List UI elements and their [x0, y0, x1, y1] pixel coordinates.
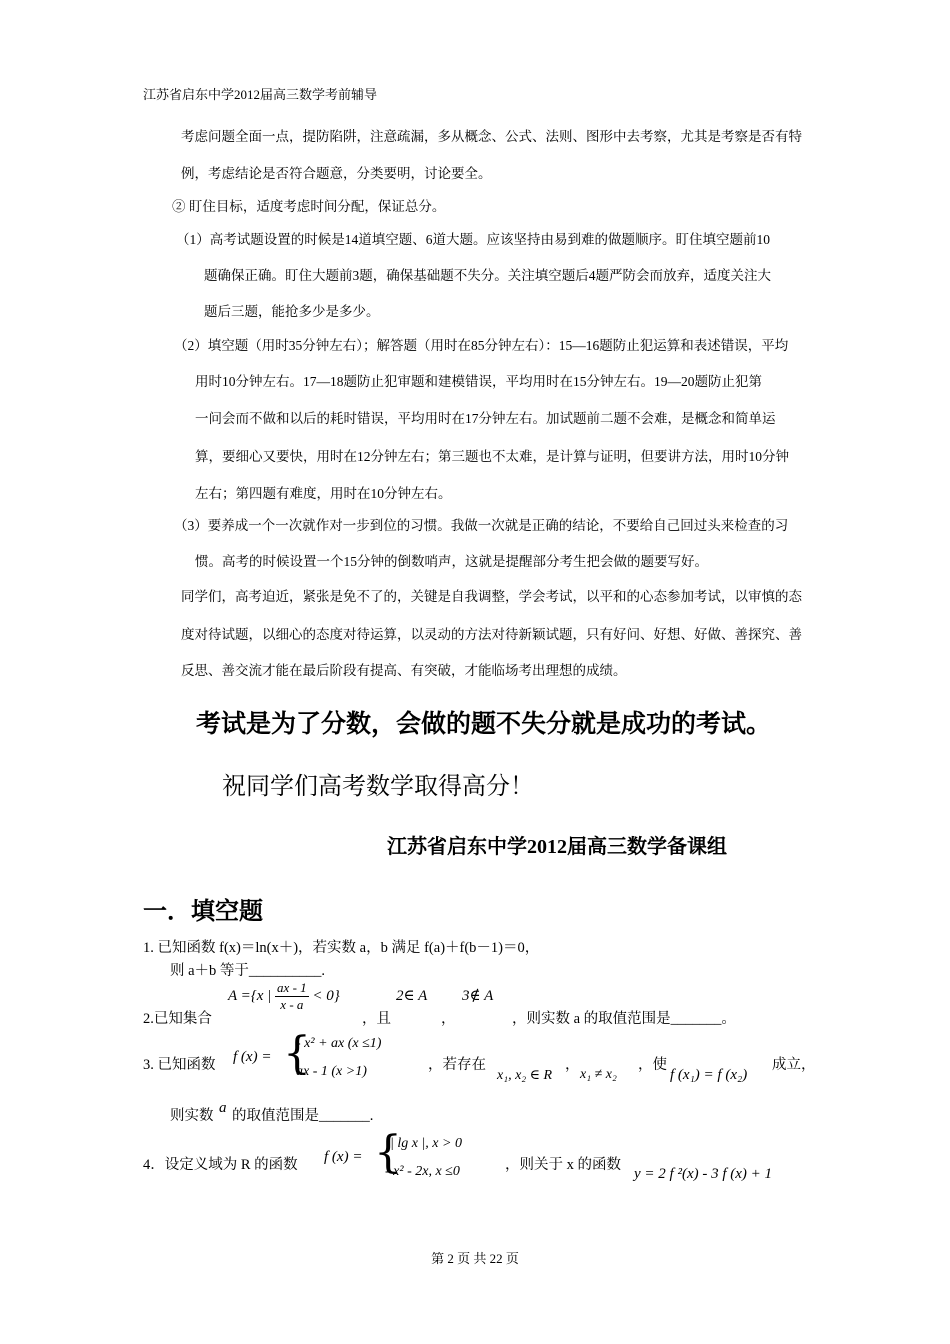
page-footer: 第 2 页 共 22 页	[431, 1251, 519, 1266]
para5-line1: （3）要养成一个一次就作对一步到位的习惯。我做一次就是正确的结论，不要给自己回过头来检查的习	[174, 518, 789, 533]
question-4-function: f (x) =	[324, 1149, 363, 1165]
para3-line3: 题后三题，能抢多少是多少。	[204, 304, 380, 319]
para6-line2: 度对待试题，以细心的态度对待运算，以灵动的方法对待新颖试题，只有好问、好想、好做、善探究、善	[181, 627, 802, 642]
question-4-mid: ，则关于 x 的函数	[505, 1157, 621, 1173]
para4-line2: 用时10分钟左右。17—18题防止犯审题和建模错误，平均用时在15分钟左右。19—20题防止犯第	[195, 374, 762, 389]
question-3-a: a	[219, 1100, 227, 1116]
para5-line2: 惯。高考的时候设置一个15分钟的倒数哨声，这就是提醒部分考生把会做的题要写好。	[195, 554, 708, 569]
question-3-prefix: 3. 已知函数	[143, 1057, 216, 1073]
para6-line1: 同学们，高考迫近，紧张是免不了的，关键是自我调整，学会考试，以平和的心态参加考试，以审慎的态	[181, 589, 802, 604]
question-4-case2: - x² - 2x, x ≤0	[385, 1164, 460, 1179]
para3-line1: （1）高考试题设置的时候是14道填空题、6道大题。应该坚持由易到难的做题顺序。盯住填空题前10	[176, 232, 770, 247]
question-2-and: ，且	[362, 1011, 391, 1027]
para2: ② 盯住目标，适度考虑时间分配，保证总分。	[172, 199, 446, 214]
question-2-tail: ，则实数 a 的取值范围是_______。	[512, 1011, 736, 1027]
question-4-case1: | lg x |, x > 0	[390, 1136, 462, 1151]
para3-line2: 题确保正确。盯住大题前3题，确保基础题不失分。关注填空题后4题严防会而放弃，适度关注大	[204, 268, 771, 283]
fraction	[275, 980, 309, 1013]
question-3-line2a: 则实数	[170, 1108, 214, 1124]
question-2-cond1: 2∈ A	[396, 988, 428, 1004]
page-header: 江苏省启东中学2012届高三数学考前辅导	[143, 87, 378, 102]
fraction-denominator: x - a	[280, 997, 304, 1012]
piecewise-brace: {	[283, 1028, 311, 1079]
question-2-set	[228, 980, 340, 1013]
question-3-case1: - x² + ax (x ≤1)	[296, 1036, 382, 1051]
question-2-comma: ，	[441, 1011, 456, 1027]
question-1-line1: 1. 已知函数 f(x)＝ln(x＋)，若实数 a，b 满足 f(a)＋f(b－1)＝0，	[143, 940, 540, 956]
para1-line1: 考虑问题全面一点，提防陷阱，注意疏漏，多从概念、公式、法则、图形中去考察，尤其是考察是否有特	[181, 129, 802, 144]
question-4-y: y = 2 f ²(x) - 3 f (x) + 1	[634, 1166, 773, 1182]
para4-line3: 一问会而不做和以后的耗时错误，平均用时在17分钟左右。加试题前二题不会难，是概念和简单运	[195, 411, 776, 426]
set-lhs: A ={x |	[228, 987, 272, 1004]
question-3-equality: f (x₁) = f (x₂)	[670, 1067, 748, 1083]
slogan-main: 考试是为了分数，会做的题不失分就是成功的考试。	[196, 709, 772, 738]
question-3-mid1: ，若存在	[428, 1057, 486, 1073]
question-3-comma: ，	[565, 1057, 580, 1073]
slogan-wish: 祝同学们高考数学取得高分！	[222, 772, 534, 800]
para6-line3: 反思、善交流才能在最后阶段有提高、有突破，才能临场考出理想的成绩。	[181, 663, 627, 678]
question-3-x12: x₁, x₂ ∈ R	[497, 1068, 553, 1083]
fraction-numerator: ax - 1	[277, 980, 307, 995]
signature: 江苏省启东中学2012届高三数学备课组	[387, 836, 727, 858]
question-3-mid2: ，使	[638, 1057, 667, 1073]
question-1-line2: 则 a＋b 等于__________.	[170, 963, 326, 979]
question-4-prefix: 4．设定义域为 R 的函数	[143, 1157, 298, 1173]
question-3-case2: ax - 1 (x >1)	[296, 1064, 367, 1079]
piecewise-brace-q4: {	[374, 1127, 402, 1178]
question-2-prefix: 2.已知集合	[143, 1011, 212, 1027]
para4-line4: 算，要细心又要快，用时在12分钟左右；第三题也不太难，是计算与证明，但要讲方法，用时10分钟	[195, 449, 789, 464]
question-3-end: 成立，	[772, 1057, 816, 1073]
para4-line5: 左右；第四题有难度，用时在10分钟左右。	[195, 486, 452, 501]
set-rhs: < 0}	[312, 987, 340, 1004]
question-3-neq: x₁ ≠ x₂	[580, 1067, 617, 1082]
question-2-cond2: 3∉ A	[462, 988, 494, 1004]
para4-line1: （2）填空题（用时35分钟左右）；解答题（用时在85分钟左右）：15—16题防止犯运算和表述错误，平均	[174, 338, 789, 353]
section-title: 一．填空题	[143, 897, 263, 925]
para1-line2: 例，考虑结论是否符合题意，分类要明，讨论要全。	[181, 166, 492, 181]
question-3-line2b: 的取值范围是_______.	[232, 1108, 374, 1124]
question-3-function: f (x) =	[233, 1049, 272, 1065]
